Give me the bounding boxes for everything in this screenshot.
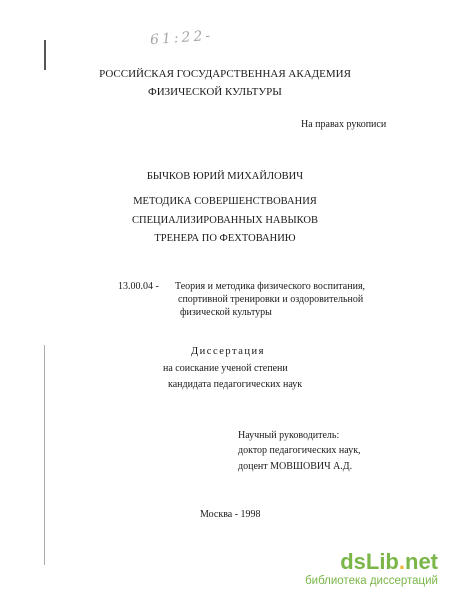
author-name: БЫЧКОВ ЮРИЙ МИХАЙЛОВИЧ <box>146 171 304 182</box>
city-year: Москва - 1998 <box>200 509 261 520</box>
dissertation-title-line-3: ТРЕНЕРА ПО ФЕХТОВАНИЮ <box>154 233 296 244</box>
watermark-subtitle: библиотека диссертаций <box>305 575 438 587</box>
specialty-line-2: спортивной тренировки и оздоровительной <box>178 294 364 305</box>
specialty-line-3: физической культуры <box>180 307 272 318</box>
institution-name-line-1: РОССИЙСКАЯ ГОСУДАРСТВЕННАЯ АКАДЕМИЯ <box>99 68 351 80</box>
specialty-code: 13.00.04 - <box>118 281 159 292</box>
degree-line-1: на соискание ученой степени <box>163 363 288 374</box>
specialty-line-1: Теория и методика физического воспитания, <box>175 281 366 292</box>
document-type: Диссертация <box>191 346 265 357</box>
degree-line-2: кандидата педагогических наук <box>168 379 303 390</box>
supervisor-degree: доктор педагогических наук, <box>238 445 361 456</box>
scan-edge-mark-bottom <box>44 345 45 565</box>
watermark-logo: dsLib.net <box>340 549 438 574</box>
institution-name-line-2: ФИЗИЧЕСКОЙ КУЛЬТУРЫ <box>148 86 282 98</box>
manuscript-rights-note: На правах рукописи <box>301 119 387 130</box>
supervisor-heading: Научный руководитель: <box>238 430 340 441</box>
watermark <box>305 551 438 587</box>
supervisor-name: доцент МОВШОВИЧ А.Д. <box>238 461 353 472</box>
dissertation-title-line-1: МЕТОДИКА СОВЕРШЕНСТВОВАНИЯ <box>133 196 317 207</box>
handwritten-library-code: 61:22- <box>149 27 214 49</box>
dissertation-title-line-2: СПЕЦИАЛИЗИРОВАННЫХ НАВЫКОВ <box>132 215 318 226</box>
scan-edge-mark-top <box>44 40 46 70</box>
